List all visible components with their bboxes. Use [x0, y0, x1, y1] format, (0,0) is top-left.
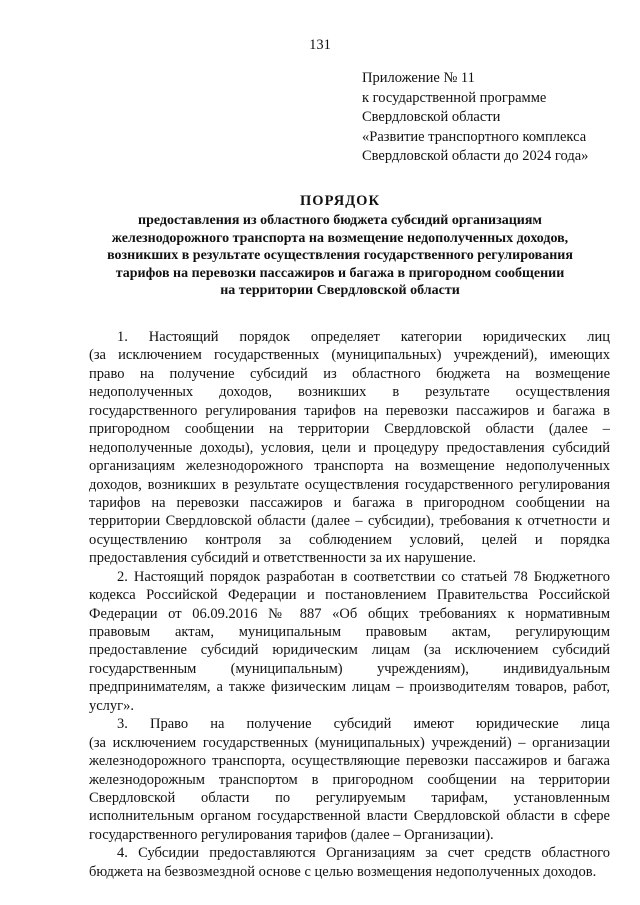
text-line: правовым актам, муниципальным правовым актам, регулирующим — [89, 624, 610, 640]
appendix-line: к государственной программе — [362, 89, 547, 106]
text-line: предоставления субсидий и ответственности за их нарушение. — [89, 550, 477, 567]
text-line: недополученных доходов, возникших в результате осуществления — [89, 384, 610, 401]
text-line: организациям железнодорожного транспорта на возмещение недополученных — [89, 458, 610, 475]
title-block — [70, 192, 610, 300]
text-line: 1. Настоящий порядок определяет категории юридических лиц — [117, 329, 610, 345]
paragraph-2 — [89, 568, 610, 716]
text-line: государственного регулирования тарифов (далее – Организации). — [89, 826, 494, 843]
text-line: осуществлению контроля за соблюдением условий, целей и порядка — [89, 531, 610, 548]
text-line: кодекса Российской Федерации и постановлением Правительства Российской — [89, 587, 610, 604]
page-number: 131 — [309, 37, 331, 53]
text-line: исполнительным органом государственной власти Свердловской области в сфере — [89, 808, 610, 825]
text-line: 4. Субсидии предоставляются Организациям за счет средств областного — [117, 845, 610, 862]
text-line: 2. Настоящий порядок разработан в соответствии со статьей 78 Бюджетного — [117, 568, 610, 585]
text-line: (за исключением государственных (муниципальных) учреждений) – организации — [89, 734, 610, 751]
text-line: территории Свердловской области (далее – субсидии), требования к отчетности и — [89, 513, 610, 530]
text-line: тарифов на перевозки пассажиров и багажа в пригородном сообщении на — [89, 494, 610, 511]
document-title: ПОРЯДОК — [300, 193, 380, 209]
subtitle-line: возникших в результате осуществления государственного регулирования — [107, 248, 573, 263]
paragraph-1 — [89, 328, 610, 568]
text-line: бюджета на безвозмездной основе с целью возмещения недополученных доходов. — [89, 863, 597, 880]
appendix-line: Свердловской области до 2024 года» — [362, 148, 589, 164]
text-line: услуг». — [89, 697, 134, 714]
appendix-line: «Развитие транспортного комплекса — [362, 128, 587, 145]
paragraph-3 — [89, 715, 610, 844]
appendix-block — [362, 69, 632, 167]
subtitle-line: тарифов на перевозки пассажиров и багажа в пригородном сообщении — [115, 265, 565, 281]
text-line: государственным (муниципальным) учреждениям), индивидуальным — [89, 660, 610, 677]
paragraph-4 — [89, 844, 610, 881]
text-line: доходов, возникших в результате осуществления государственного регулирования — [89, 476, 610, 493]
text-line: Федерации от 06.09.2016 № 887 «Об общих требованиях к нормативным — [89, 605, 610, 622]
text-line: предоставление субсидий юридическим лицам (за исключением субсидий — [89, 642, 610, 659]
text-line: Свердловской области по регулируемым тарифам, установленным — [89, 789, 610, 806]
subtitle-line: железнодорожного транспорта на возмещение недополученных доходов, — [111, 230, 569, 246]
body-text — [89, 328, 610, 881]
appendix-line: Приложение № 11 — [362, 70, 475, 86]
text-line: государственного регулирования тарифов на перевозки пассажиров и багажа в — [89, 402, 610, 419]
text-line: железнодорожным транспортом в пригородном сообщении на территории — [89, 771, 610, 788]
text-line: пригородном сообщении на территории Свердловской области (далее – — [89, 421, 610, 438]
text-line: (за исключением государственных (муниципальных) учреждений), имеющих — [89, 347, 610, 364]
text-line: предпринимателям, а также физическим лицам – производителям товаров, работ, — [89, 679, 610, 696]
text-line: право на получение субсидий из областного бюджета на возмещение — [89, 365, 610, 382]
text-line: 3. Право на получение субсидий имеют юридические лица — [117, 716, 610, 733]
subtitle-line: предоставления из областного бюджета субсидий организациям — [138, 213, 542, 228]
text-line: недополученные доходы), условия, цели и процедуру предоставления субсидий — [89, 439, 610, 456]
subtitle-line: на территории Свердловской области — [220, 283, 460, 298]
text-line: железнодорожного транспорта, осуществляющие перевозки пассажиров и багажа — [89, 753, 610, 770]
appendix-line: Свердловской области — [362, 109, 501, 125]
